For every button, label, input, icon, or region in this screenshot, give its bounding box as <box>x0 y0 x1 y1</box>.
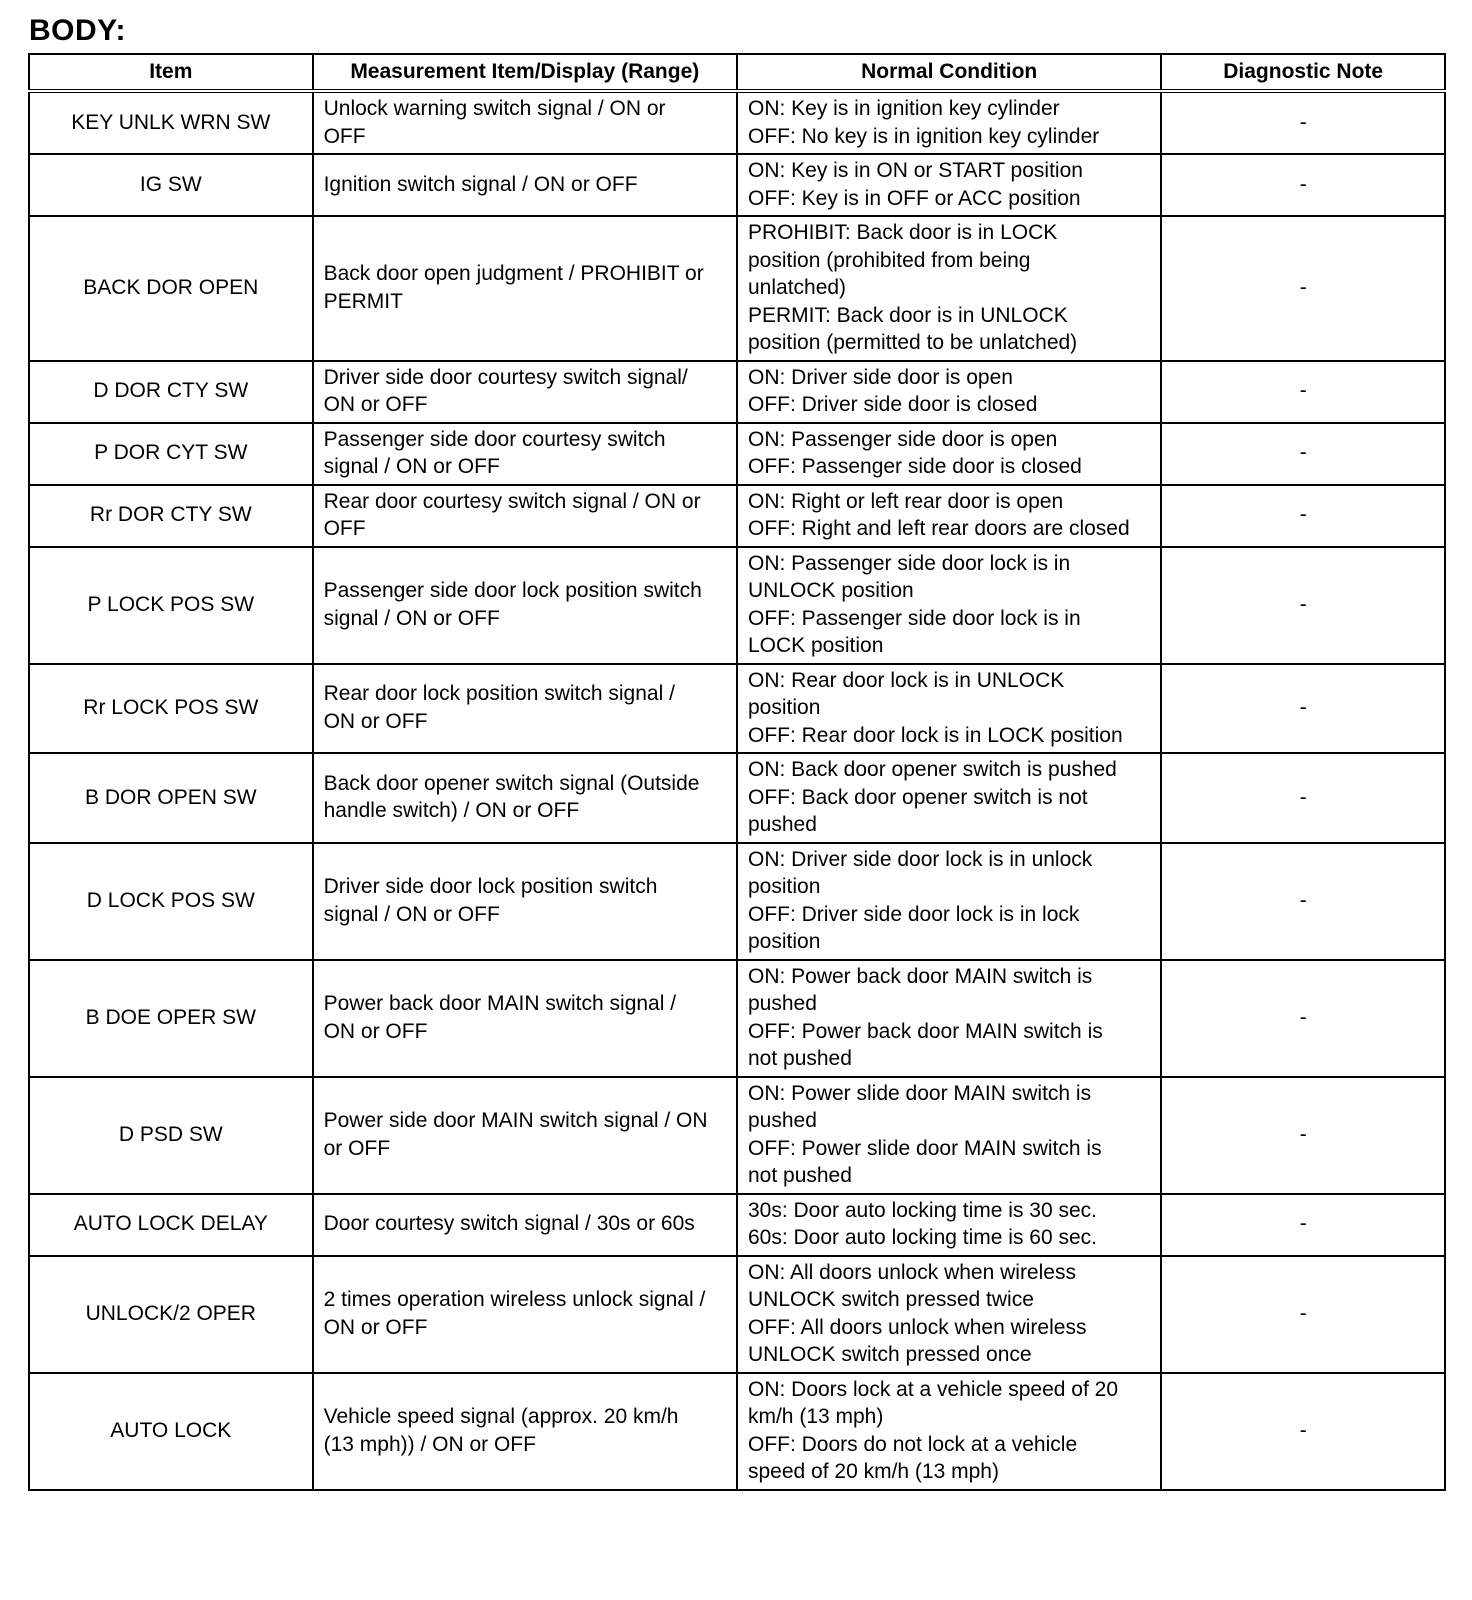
note-cell: - <box>1161 216 1445 361</box>
condition-cell <box>737 1256 1161 1373</box>
measurement-line: OFF <box>323 124 366 148</box>
condition-line: unlatched) <box>747 276 847 299</box>
measurement-line: Ignition switch signal / ON or OFF <box>323 172 638 196</box>
item-cell: AUTO LOCK DELAY <box>29 1194 313 1256</box>
measurement-cell <box>313 960 737 1077</box>
note-cell: - <box>1161 1194 1445 1256</box>
condition-line: UNLOCK switch pressed once <box>747 1343 1032 1366</box>
condition-line: km/h (13 mph) <box>747 1405 884 1428</box>
measurement-line: signal / ON or OFF <box>323 606 500 630</box>
item-cell: D DOR CTY SW <box>29 361 313 423</box>
measurement-cell <box>313 423 737 485</box>
measurement-line: Power side door MAIN switch signal / ON <box>323 1109 708 1132</box>
measurement-line: Rear door lock position switch signal / <box>323 682 675 706</box>
measurement-line: Rear door courtesy switch signal / ON or <box>323 489 701 513</box>
table-row <box>29 1256 1445 1373</box>
item-cell: D LOCK POS SW <box>29 843 313 960</box>
item-cell: UNLOCK/2 OPER <box>29 1256 313 1373</box>
header-condition: Normal Condition <box>737 54 1161 91</box>
table-row <box>29 843 1445 960</box>
condition-line: 30s: Door auto locking time is 30 sec. <box>747 1198 1097 1222</box>
condition-cell <box>737 1194 1161 1256</box>
condition-cell <box>737 423 1161 485</box>
condition-line: OFF: All doors unlock when wireless <box>747 1315 1087 1339</box>
note-cell: - <box>1161 843 1445 960</box>
condition-line: OFF: Driver side door is closed <box>747 393 1038 416</box>
note-cell: - <box>1161 154 1445 216</box>
condition-line: OFF: Right and left rear doors are closed <box>747 517 1130 540</box>
condition-line: LOCK position <box>747 634 884 657</box>
measurement-line: OFF <box>323 517 366 540</box>
condition-line: position <box>747 930 821 953</box>
condition-line: ON: All doors unlock when wireless <box>747 1260 1076 1284</box>
condition-line: ON: Right or left rear door is open <box>747 489 1064 513</box>
measurement-line: handle switch) / ON or OFF <box>323 799 580 823</box>
condition-line: ON: Doors lock at a vehicle speed of 20 <box>747 1377 1119 1401</box>
condition-line: speed of 20 km/h (13 mph) <box>747 1460 999 1483</box>
condition-line: pushed <box>747 1109 817 1132</box>
item-cell: KEY UNLK WRN SW <box>29 91 313 154</box>
measurement-cell <box>313 1077 737 1194</box>
item-cell: P DOR CYT SW <box>29 423 313 485</box>
condition-line: position (prohibited from being <box>747 248 1031 272</box>
note-cell: - <box>1161 664 1445 754</box>
condition-cell <box>737 361 1161 423</box>
condition-line: ON: Passenger side door is open <box>747 427 1058 451</box>
measurement-line: Driver side door courtesy switch signal/ <box>323 365 688 389</box>
measurement-cell <box>313 91 737 154</box>
measurement-line: Back door opener switch signal (Outside <box>323 771 700 795</box>
condition-line: pushed <box>747 992 817 1015</box>
condition-line: OFF: Rear door lock is in LOCK position <box>747 723 1123 747</box>
measurement-cell <box>313 843 737 960</box>
condition-line: UNLOCK switch pressed twice <box>747 1288 1034 1311</box>
measurement-cell <box>313 547 737 664</box>
table-row <box>29 753 1445 843</box>
condition-line: ON: Key is in ON or START position <box>747 159 1083 182</box>
condition-line: not pushed <box>747 1047 852 1070</box>
table-row <box>29 1373 1445 1490</box>
item-cell: D PSD SW <box>29 1077 313 1194</box>
condition-line: ON: Passenger side door lock is in <box>747 551 1071 575</box>
condition-line: OFF: Passenger side door lock is in <box>747 606 1081 630</box>
measurement-line: or OFF <box>323 1136 391 1160</box>
table-row <box>29 154 1445 216</box>
note-cell: - <box>1161 361 1445 423</box>
note-cell: - <box>1161 960 1445 1077</box>
condition-cell <box>737 485 1161 547</box>
condition-line: OFF: No key is in ignition key cylinder <box>747 124 1100 148</box>
data-table <box>28 53 1446 1491</box>
measurement-line: 2 times operation wireless unlock signal / <box>323 1288 706 1311</box>
item-cell: B DOR OPEN SW <box>29 753 313 843</box>
measurement-line: (13 mph)) / ON or OFF <box>323 1432 536 1456</box>
condition-line: OFF: Power back door MAIN switch is <box>747 1019 1103 1043</box>
condition-line: UNLOCK position <box>747 579 914 602</box>
condition-cell <box>737 960 1161 1077</box>
measurement-line: Passenger side door courtesy switch <box>323 427 666 451</box>
condition-line: ON: Rear door lock is in UNLOCK <box>747 668 1065 692</box>
measurement-cell <box>313 361 737 423</box>
measurement-cell <box>313 1373 737 1490</box>
table-body <box>29 91 1445 1490</box>
condition-cell <box>737 753 1161 843</box>
measurement-line: signal / ON or OFF <box>323 902 500 926</box>
condition-line: not pushed <box>747 1164 852 1187</box>
condition-line: OFF: Key is in OFF or ACC position <box>747 186 1081 210</box>
condition-line: ON: Key is in ignition key cylinder <box>747 97 1060 120</box>
table-row <box>29 485 1445 547</box>
condition-cell <box>737 547 1161 664</box>
condition-line: OFF: Back door opener switch is not <box>747 785 1088 809</box>
note-cell: - <box>1161 1373 1445 1490</box>
measurement-line: ON or OFF <box>323 1315 428 1339</box>
table-row <box>29 216 1445 361</box>
measurement-line: Unlock warning switch signal / ON or <box>323 97 666 120</box>
measurement-line: Driver side door lock position switch <box>323 875 658 898</box>
measurement-line: Vehicle speed signal (approx. 20 km/h <box>323 1405 679 1428</box>
table-row <box>29 547 1445 664</box>
measurement-line: Passenger side door lock position switch <box>323 579 702 602</box>
condition-line: PROHIBIT: Back door is in LOCK <box>747 221 1058 244</box>
condition-cell <box>737 154 1161 216</box>
item-cell: Rr LOCK POS SW <box>29 664 313 754</box>
header-measurement: Measurement Item/Display (Range) <box>313 54 737 91</box>
condition-cell <box>737 91 1161 154</box>
table-row <box>29 1194 1445 1256</box>
note-cell: - <box>1161 91 1445 154</box>
measurement-cell <box>313 1256 737 1373</box>
measurement-line: Back door open judgment / PROHIBIT or <box>323 262 704 286</box>
item-cell: IG SW <box>29 154 313 216</box>
measurement-cell <box>313 753 737 843</box>
measurement-line: PERMIT <box>323 289 403 313</box>
section-title: BODY: <box>29 14 126 47</box>
condition-line: ON: Power back door MAIN switch is <box>747 964 1093 988</box>
item-cell: Rr DOR CTY SW <box>29 485 313 547</box>
note-cell: - <box>1161 753 1445 843</box>
measurement-line: Power back door MAIN switch signal / <box>323 992 677 1015</box>
table-row <box>29 960 1445 1077</box>
table-row <box>29 664 1445 754</box>
condition-line: 60s: Door auto locking time is 60 sec. <box>747 1226 1097 1249</box>
condition-line: PERMIT: Back door is in UNLOCK <box>747 303 1068 327</box>
header-note: Diagnostic Note <box>1161 54 1445 91</box>
header-item: Item <box>29 54 313 91</box>
note-cell: - <box>1161 423 1445 485</box>
table-row <box>29 361 1445 423</box>
measurement-line: signal / ON or OFF <box>323 455 500 478</box>
condition-line: position <box>747 696 821 719</box>
measurement-line: ON or OFF <box>323 393 428 416</box>
condition-line: position <box>747 875 821 898</box>
condition-cell <box>737 664 1161 754</box>
item-cell: AUTO LOCK <box>29 1373 313 1490</box>
item-cell: P LOCK POS SW <box>29 547 313 664</box>
condition-cell <box>737 1077 1161 1194</box>
condition-line: OFF: Power slide door MAIN switch is <box>747 1136 1102 1160</box>
measurement-cell <box>313 1194 737 1256</box>
item-cell: B DOE OPER SW <box>29 960 313 1077</box>
condition-line: ON: Power slide door MAIN switch is <box>747 1081 1092 1105</box>
note-cell: - <box>1161 485 1445 547</box>
measurement-line: Door courtesy switch signal / 30s or 60s <box>323 1212 695 1236</box>
condition-line: OFF: Passenger side door is closed <box>747 455 1082 478</box>
condition-line: pushed <box>747 813 817 836</box>
note-cell: - <box>1161 1256 1445 1373</box>
measurement-cell <box>313 216 737 361</box>
condition-cell <box>737 1373 1161 1490</box>
condition-line: ON: Driver side door is open <box>747 365 1013 389</box>
table-row <box>29 91 1445 154</box>
note-cell: - <box>1161 547 1445 664</box>
condition-line: position (permitted to be unlatched) <box>747 331 1078 354</box>
condition-line: ON: Driver side door lock is in unlock <box>747 847 1093 871</box>
condition-cell <box>737 843 1161 960</box>
header-row <box>29 54 1445 91</box>
table-row <box>29 423 1445 485</box>
measurement-line: ON or OFF <box>323 1019 428 1043</box>
table-row <box>29 1077 1445 1194</box>
condition-line: OFF: Driver side door lock is in lock <box>747 902 1080 926</box>
condition-cell <box>737 216 1161 361</box>
measurement-cell <box>313 154 737 216</box>
note-cell: - <box>1161 1077 1445 1194</box>
measurement-line: ON or OFF <box>323 709 428 733</box>
condition-line: OFF: Doors do not lock at a vehicle <box>747 1432 1078 1456</box>
item-cell: BACK DOR OPEN <box>29 216 313 361</box>
measurement-cell <box>313 485 737 547</box>
measurement-cell <box>313 664 737 754</box>
condition-line: ON: Back door opener switch is pushed <box>747 758 1117 781</box>
